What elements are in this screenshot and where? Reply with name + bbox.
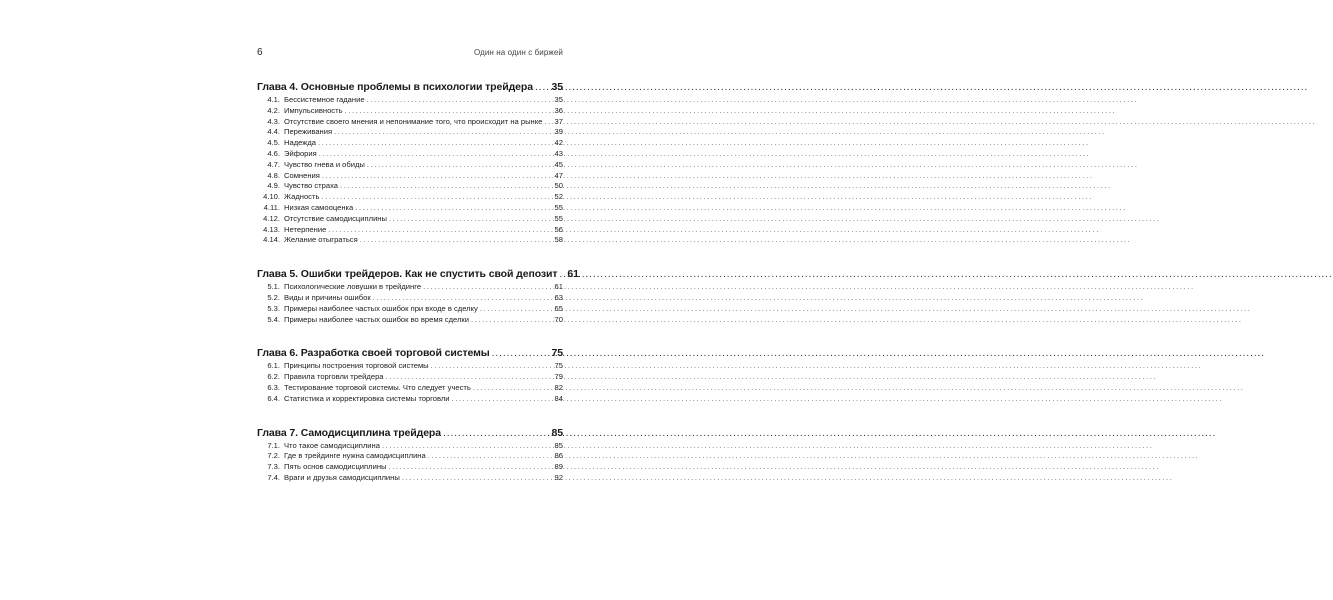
section-page: 61 bbox=[554, 282, 563, 292]
section-title: Желание отыграться bbox=[284, 235, 358, 245]
section-page: 63 bbox=[554, 292, 563, 302]
dot-leader bbox=[322, 171, 553, 182]
section-page: 52 bbox=[554, 192, 563, 202]
section-title: Примеры наиболее частых ошибок при входе в сделку bbox=[284, 303, 478, 313]
section-title: Где в трейдинге нужна самодисциплина bbox=[284, 451, 426, 461]
section-page: 36 bbox=[554, 105, 563, 115]
chapter-page: 61 bbox=[567, 268, 579, 281]
dot-leader bbox=[443, 426, 550, 441]
section-title: Психологические ловушки в трейдинге bbox=[284, 282, 422, 292]
dot-leader bbox=[559, 267, 565, 282]
section-title: Принципы построения торговой системы bbox=[284, 361, 429, 371]
section-page: 79 bbox=[554, 372, 563, 382]
dot-leader bbox=[318, 138, 553, 149]
dot-leader bbox=[321, 192, 552, 203]
section-page: 45 bbox=[554, 159, 563, 169]
section-page: 37 bbox=[554, 116, 563, 126]
section-number: 6.3. bbox=[267, 382, 280, 392]
toc-chapter bbox=[257, 426, 563, 484]
section-page: 47 bbox=[554, 170, 563, 180]
section-title: Что такое самодисциплина bbox=[284, 440, 380, 450]
dot-leader bbox=[355, 203, 552, 214]
table-of-contents bbox=[257, 80, 579, 505]
toc-entry bbox=[257, 138, 563, 149]
running-head: Один на один с биржей bbox=[473, 48, 563, 57]
dot-leader bbox=[452, 394, 553, 405]
section-page: 56 bbox=[554, 224, 563, 234]
section-number: 5.4. bbox=[267, 314, 280, 324]
toc-entry bbox=[257, 127, 563, 138]
section-title: Тестирование торговой системы. Что следует учесть bbox=[284, 382, 471, 392]
section-number: 4.14. bbox=[263, 235, 280, 245]
toc-entry bbox=[257, 372, 563, 383]
toc-entry bbox=[257, 203, 563, 214]
toc-entry bbox=[257, 282, 563, 293]
section-title: Бессистемное гадание bbox=[284, 95, 365, 104]
toc-entry bbox=[257, 106, 563, 117]
section-number: 5.2. bbox=[267, 292, 280, 302]
dot-leader bbox=[340, 181, 553, 192]
chapter-title: Глава 5. Ошибки трейдеров. Как не спустить свой депозит bbox=[257, 268, 558, 281]
section-title: Примеры наиболее частых ошибок во время сделки bbox=[284, 314, 469, 324]
section-title: Нетерпение bbox=[284, 224, 327, 234]
section-number: 4.2. bbox=[267, 105, 280, 115]
dot-leader bbox=[428, 451, 553, 462]
section-title: Надежда bbox=[284, 138, 317, 148]
chapter-page: 75 bbox=[551, 347, 563, 360]
toc-entry bbox=[257, 451, 563, 462]
section-title: Статистика и корректировка системы торговли bbox=[284, 393, 450, 403]
section-page: 82 bbox=[554, 382, 563, 392]
toc-entry bbox=[257, 473, 563, 484]
dot-leader bbox=[345, 106, 553, 117]
chapter-heading bbox=[257, 426, 563, 441]
section-number: 4.6. bbox=[267, 148, 280, 158]
toc-entry bbox=[257, 171, 563, 182]
section-page: 39 bbox=[554, 127, 563, 137]
section-number: 7.4. bbox=[267, 472, 280, 482]
dot-leader bbox=[386, 372, 553, 383]
toc-entry bbox=[257, 315, 563, 326]
section-number: 5.1. bbox=[267, 282, 280, 292]
toc-entry bbox=[257, 235, 563, 246]
chapter-title: Глава 7. Самодисциплина трейдера bbox=[257, 426, 441, 439]
toc-entry bbox=[257, 117, 563, 128]
toc-entry bbox=[257, 149, 563, 160]
section-title: Переживания bbox=[284, 127, 333, 137]
toc-entry bbox=[257, 214, 563, 225]
section-title: Отсутствие своего мнения и непонимание того, что происходит на рынке bbox=[284, 116, 543, 126]
dot-leader bbox=[480, 304, 553, 315]
toc-entry bbox=[257, 394, 563, 405]
chapter-heading bbox=[257, 346, 563, 361]
chapter-title: Глава 4. Основные проблемы в психологии трейдера bbox=[257, 81, 533, 93]
dot-leader bbox=[367, 95, 553, 106]
section-title: Пять основ самодисциплины bbox=[284, 462, 387, 472]
toc-chapter bbox=[257, 267, 579, 325]
section-number: 7.2. bbox=[267, 451, 280, 461]
section-number: 4.4. bbox=[267, 127, 280, 137]
section-number: 4.5. bbox=[267, 138, 280, 148]
section-page: 55 bbox=[554, 213, 563, 223]
page-number: 6 bbox=[257, 47, 263, 58]
dot-leader bbox=[319, 149, 553, 160]
section-number: 4.1. bbox=[267, 95, 280, 104]
section-title: Сомнения bbox=[284, 170, 320, 180]
chapter-page: 35 bbox=[551, 81, 563, 93]
toc-chapter bbox=[257, 80, 563, 246]
section-number: 6.4. bbox=[267, 393, 280, 403]
chapter-heading bbox=[257, 267, 579, 282]
section-title: Виды и причины ошибок bbox=[284, 292, 371, 302]
toc-entry bbox=[257, 95, 563, 106]
section-title: Эйфория bbox=[284, 148, 317, 158]
dot-leader bbox=[431, 361, 553, 372]
section-page: 55 bbox=[554, 202, 563, 212]
section-title: Отсутствие самодисциплины bbox=[284, 213, 387, 223]
chapter-title: Глава 6. Разработка своей торговой системы bbox=[257, 347, 490, 360]
section-number: 6.2. bbox=[267, 372, 280, 382]
dot-leader bbox=[473, 383, 553, 394]
toc-entry bbox=[257, 192, 563, 203]
dot-leader bbox=[471, 315, 553, 326]
dot-leader bbox=[544, 117, 552, 128]
section-page: 50 bbox=[554, 181, 563, 191]
section-title: Правила торговли трейдера bbox=[284, 372, 384, 382]
section-number: 4.11. bbox=[263, 202, 280, 212]
section-title: Жадность bbox=[284, 192, 320, 202]
section-page: 85 bbox=[554, 440, 563, 450]
section-number: 4.13. bbox=[263, 224, 280, 234]
section-page: 84 bbox=[554, 393, 563, 403]
dot-leader bbox=[367, 160, 553, 171]
section-number: 7.3. bbox=[267, 462, 280, 472]
section-page: 35 bbox=[554, 95, 563, 104]
toc-entry bbox=[257, 462, 563, 473]
toc-entry bbox=[257, 293, 563, 304]
dot-leader bbox=[402, 473, 553, 484]
section-page: 43 bbox=[554, 148, 563, 158]
toc-entry bbox=[257, 225, 563, 236]
section-number: 4.10. bbox=[263, 192, 280, 202]
toc-entry bbox=[257, 160, 563, 171]
toc-entry bbox=[257, 181, 563, 192]
section-page: 75 bbox=[554, 361, 563, 371]
chapter-heading bbox=[257, 80, 563, 95]
section-page: 92 bbox=[554, 472, 563, 482]
section-title: Чувство страха bbox=[284, 181, 339, 191]
toc-entry bbox=[257, 441, 563, 452]
toc-entry bbox=[257, 304, 563, 315]
dot-leader bbox=[334, 127, 552, 138]
toc-entry bbox=[257, 361, 563, 372]
dot-leader bbox=[423, 282, 552, 293]
dot-leader bbox=[389, 462, 553, 473]
toc-chapter bbox=[257, 346, 563, 404]
chapter-page: 85 bbox=[551, 426, 563, 439]
section-title: Чувство гнева и обиды bbox=[284, 159, 365, 169]
section-page: 65 bbox=[554, 303, 563, 313]
section-page: 42 bbox=[554, 138, 563, 148]
section-page: 70 bbox=[554, 314, 563, 324]
section-number: 4.8. bbox=[267, 170, 280, 180]
dot-leader bbox=[382, 441, 553, 452]
dot-leader bbox=[535, 80, 550, 95]
dot-leader bbox=[492, 346, 550, 361]
section-title: Импульсивность bbox=[284, 105, 343, 115]
section-title: Враги и друзья самодисциплины bbox=[284, 472, 400, 482]
dot-leader bbox=[389, 214, 553, 225]
dot-leader bbox=[328, 225, 552, 236]
section-number: 5.3. bbox=[267, 303, 280, 313]
section-page: 58 bbox=[554, 235, 563, 245]
section-title: Низкая самооценка bbox=[284, 202, 354, 212]
section-number: 4.7. bbox=[267, 159, 280, 169]
section-number: 6.1. bbox=[267, 361, 280, 371]
section-page: 89 bbox=[554, 462, 563, 472]
section-number: 4.3. bbox=[267, 116, 280, 126]
section-number: 4.12. bbox=[263, 213, 280, 223]
section-page: 86 bbox=[554, 451, 563, 461]
toc-entry bbox=[257, 383, 563, 394]
section-number: 7.1. bbox=[267, 440, 280, 450]
section-number: 4.9. bbox=[267, 181, 280, 191]
dot-leader bbox=[373, 293, 553, 304]
dot-leader bbox=[360, 235, 553, 246]
